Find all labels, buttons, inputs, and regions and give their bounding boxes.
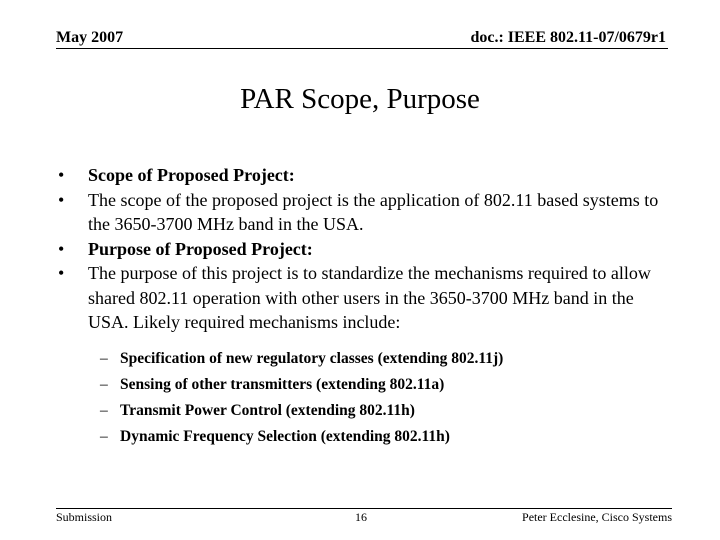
dash-marker: –	[100, 402, 108, 419]
sub-bullet-item	[100, 346, 503, 372]
bullet-text: The purpose of this project is to standardize the mechanisms required to allow shared 802.11 operation with other users in the 3650-3700 MHz band in the USA. Likely required mechanisms include:	[88, 263, 651, 332]
sub-bullet-text: Transmit Power Control (extending 802.11h)	[120, 402, 415, 419]
bullet-text: The scope of the proposed project is the application of 802.11 based systems to the 3650-3700 MHz band in the USA.	[88, 189, 659, 234]
header-doc-id: doc.: IEEE 802.11-07/0679r1	[470, 29, 666, 46]
bullet-item	[58, 237, 678, 262]
sub-bullet-item	[100, 398, 503, 424]
sub-bullet-item	[100, 372, 503, 398]
bullet-marker: •	[58, 165, 65, 185]
page-number: 16	[355, 510, 367, 524]
bullet-item	[58, 188, 678, 237]
bullet-marker: •	[58, 189, 65, 210]
header-divider	[56, 48, 668, 49]
header-date: May 2007	[56, 29, 124, 46]
footer-submission: Submission	[56, 510, 113, 524]
sub-bullet-text: Dynamic Frequency Selection (extending 802.11h)	[120, 428, 450, 445]
bullet-list	[58, 163, 678, 335]
footer-author: Peter Ecclesine, Cisco Systems	[522, 510, 672, 524]
sub-bullet-text: Sensing of other transmitters (extending 802.11a)	[120, 376, 445, 393]
dash-marker: –	[100, 428, 108, 445]
bullet-marker: •	[58, 263, 65, 283]
sub-bullet-list	[100, 346, 503, 450]
sub-bullet-item	[100, 424, 503, 450]
bullet-text: Purpose of Proposed Project:	[88, 238, 313, 259]
sub-bullet-text: Specification of new regulatory classes (extending 802.11j)	[120, 350, 504, 367]
bullet-item	[58, 261, 678, 335]
bullet-item	[58, 163, 678, 188]
bullet-text: Scope of Proposed Project:	[88, 165, 295, 185]
dash-marker: –	[100, 350, 108, 367]
footer-divider	[56, 508, 672, 509]
slide-title: PAR Scope, Purpose	[240, 83, 480, 115]
dash-marker: –	[100, 376, 108, 393]
bullet-marker: •	[58, 238, 65, 259]
